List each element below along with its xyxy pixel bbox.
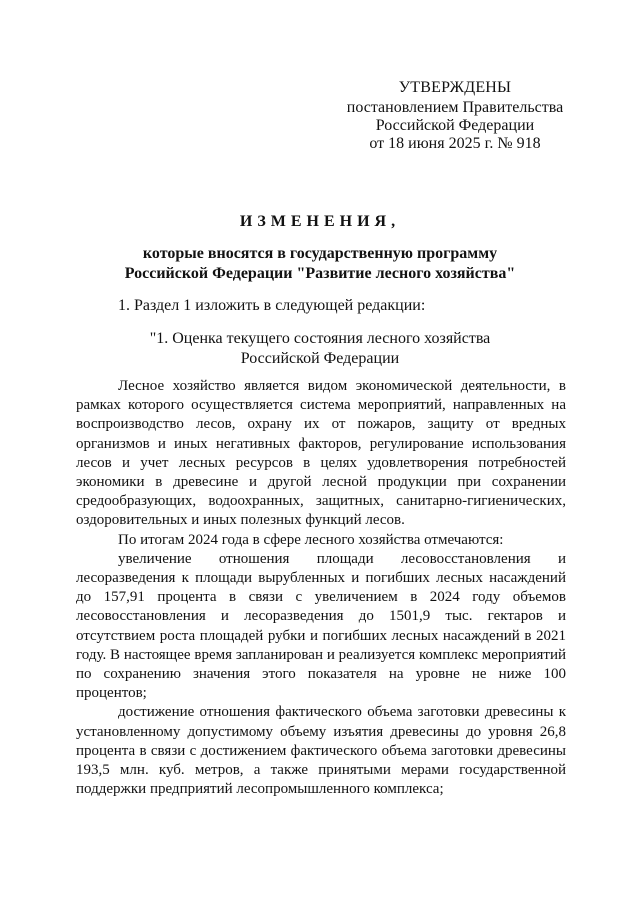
approval-stamp (340, 79, 570, 153)
section-heading (90, 329, 550, 369)
paragraph: Лесное хозяйство является видом экономической деятельности, в рамках которого осуществляется система мероприятий, направленных на воспроизводство лесов, охрану их от пожаров, защиту от вредных организмов и иных негативных факторов, регулирование использования лесов и учет лесных ресурсов в целях удовлетворения потребностей экономики в древесине и другой лесной продукции при сохранении средообразующих, водоохранных, защитных, санитарно-гигиенических, оздоровительных и иных полезных функций лесов. (76, 378, 566, 529)
subtitle-line-2: Российской Федерации "Развитие лесного хозяйства" (124, 265, 516, 282)
document-title-block (60, 212, 580, 284)
approval-line-2: Российской Федерации (375, 117, 535, 134)
paragraph: достижение отношения фактического объема заготовки древесины к установленному допустимому объему изъятия древесины до уровня 26,8 процента в связи с достижением фактического объема заготовки древесины 193,5 млн. куб. метров, а также принятыми мерами государственной поддержки предприятий лесопромышленного комплекса; (76, 704, 566, 798)
document-subtitle (60, 244, 580, 284)
approval-heading: УТВЕРЖДЕНЫ (398, 79, 512, 96)
paragraph: По итогам 2024 года в сфере лесного хозяйства отмечаются: (118, 531, 504, 548)
approval-line-1: постановлением Правительства (346, 99, 564, 116)
paragraph: увеличение отношения площади лесовосстановления и лесоразведения к площади вырубленных и погибших лесных насаждений до 157,91 процента в связи с увеличением в 2024 году объемов лесовосстановления и лесоразведения до 1501,9 тыс. гектаров и отсутствием роста площадей рубки и погибших лесных насаждений в 2021 году. В настоящее время запланирован и реализуется комплекс мероприятий по сохранению значения этого показателя на уровне не ниже 100 процентов; (76, 550, 566, 702)
section-heading-line-2: Российской Федерации (240, 350, 400, 367)
body-text (76, 377, 566, 799)
section-instruction: 1. Раздел 1 изложить в следующей редакции: (118, 297, 426, 314)
document-title: ИЗМЕНЕНИЯ, (239, 213, 401, 230)
approval-line-3: от 18 июня 2025 г. № 918 (369, 135, 541, 152)
subtitle-line-1: которые вносятся в государственную программу (142, 245, 498, 262)
section-heading-line-1: "1. Оценка текущего состояния лесного хозяйства (149, 330, 491, 347)
